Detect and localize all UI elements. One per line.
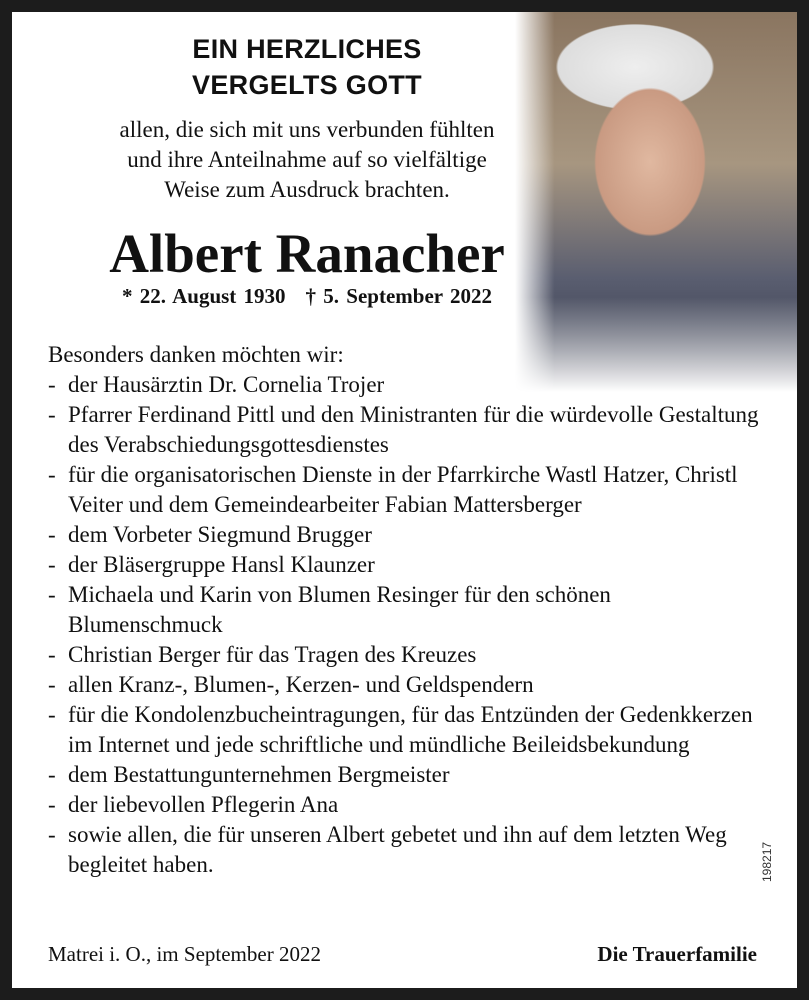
list-item [48,670,768,700]
heading-line-2: VERGELTS GOTT [192,70,422,100]
bullet-dash: - [48,372,56,397]
bullet-dash: - [48,672,56,697]
list-item-text: Michaela und Karin von Blumen Resinger für den schönen Blumenschmuck [68,582,611,637]
list-item [48,790,768,820]
bullet-dash: - [48,822,56,847]
life-dates [12,284,602,309]
list-item [48,580,768,640]
thanks-list [48,340,768,880]
death-date: † 5. September 2022 [305,284,492,308]
list-item-text: der liebevollen Pflegerin Ana [68,792,339,817]
bullet-dash: - [48,792,56,817]
list-item-text: für die organisatorischen Dienste in der Pfarrkirche Wastl Hatzer, Christl Veiter und dem Gemeindearbeiter Fabian Mattersberger [68,462,738,517]
list-item [48,550,768,580]
list-item-text: dem Vorbeter Siegmund Brugger [68,522,372,547]
thanks-intro: Besonders danken möchten wir: [48,342,344,367]
bullet-dash: - [48,462,56,487]
list-item-text: der Hausärztin Dr. Cornelia Trojer [68,372,385,397]
list-item [48,460,768,520]
list-item-text: für die Kondolenzbucheintragungen, für das Entzünden der Gedenkkerzen im Internet und jede schriftliche und mündliche Beileidsbekundung [68,702,753,757]
list-item [48,400,768,460]
intro-line-1: allen, die sich mit uns verbunden fühlten [119,117,495,142]
bullet-dash: - [48,642,56,667]
ad-code: 198217 [760,841,774,882]
list-item-text: Christian Berger für das Tragen des Kreuzes [68,642,477,667]
list-item-text: sowie allen, die für unseren Albert gebetet und ihn auf dem letzten Weg begleitet haben. [68,822,727,877]
deceased-name: Albert Ranacher [109,223,505,284]
list-item-text: Pfarrer Ferdinand Pittl und den Ministranten für die würdevolle Gestaltung des Verabschiedungsgottesdienstes [68,402,759,457]
obituary-notice [12,12,797,988]
list-item-text: allen Kranz-, Blumen-, Kerzen- und Geldspendern [68,672,534,697]
bullet-dash: - [48,762,56,787]
list-item [48,760,768,790]
list-item [48,820,768,880]
list-item [48,640,768,670]
bullet-dash: - [48,402,56,427]
bullet-dash: - [48,702,56,727]
heading-line-1: EIN HERZLICHES [192,34,422,64]
bullet-dash: - [48,522,56,547]
intro-line-2: und ihre Anteilnahme auf so vielfältige [127,147,487,172]
list-item [48,370,768,400]
list-item-text: der Bläsergruppe Hansl Klaunzer [68,552,375,577]
list-item [48,520,768,550]
birth-date: * 22. August 1930 [122,284,286,308]
intro-line-3: Weise zum Ausdruck brachten. [164,177,450,202]
bullet-dash: - [48,552,56,577]
signature: Die Trauerfamilie [597,942,757,966]
place-date: Matrei i. O., im September 2022 [48,942,321,966]
bullet-dash: - [48,582,56,607]
list-item [48,700,768,760]
list-item-text: dem Bestattungunternehmen Bergmeister [68,762,450,787]
